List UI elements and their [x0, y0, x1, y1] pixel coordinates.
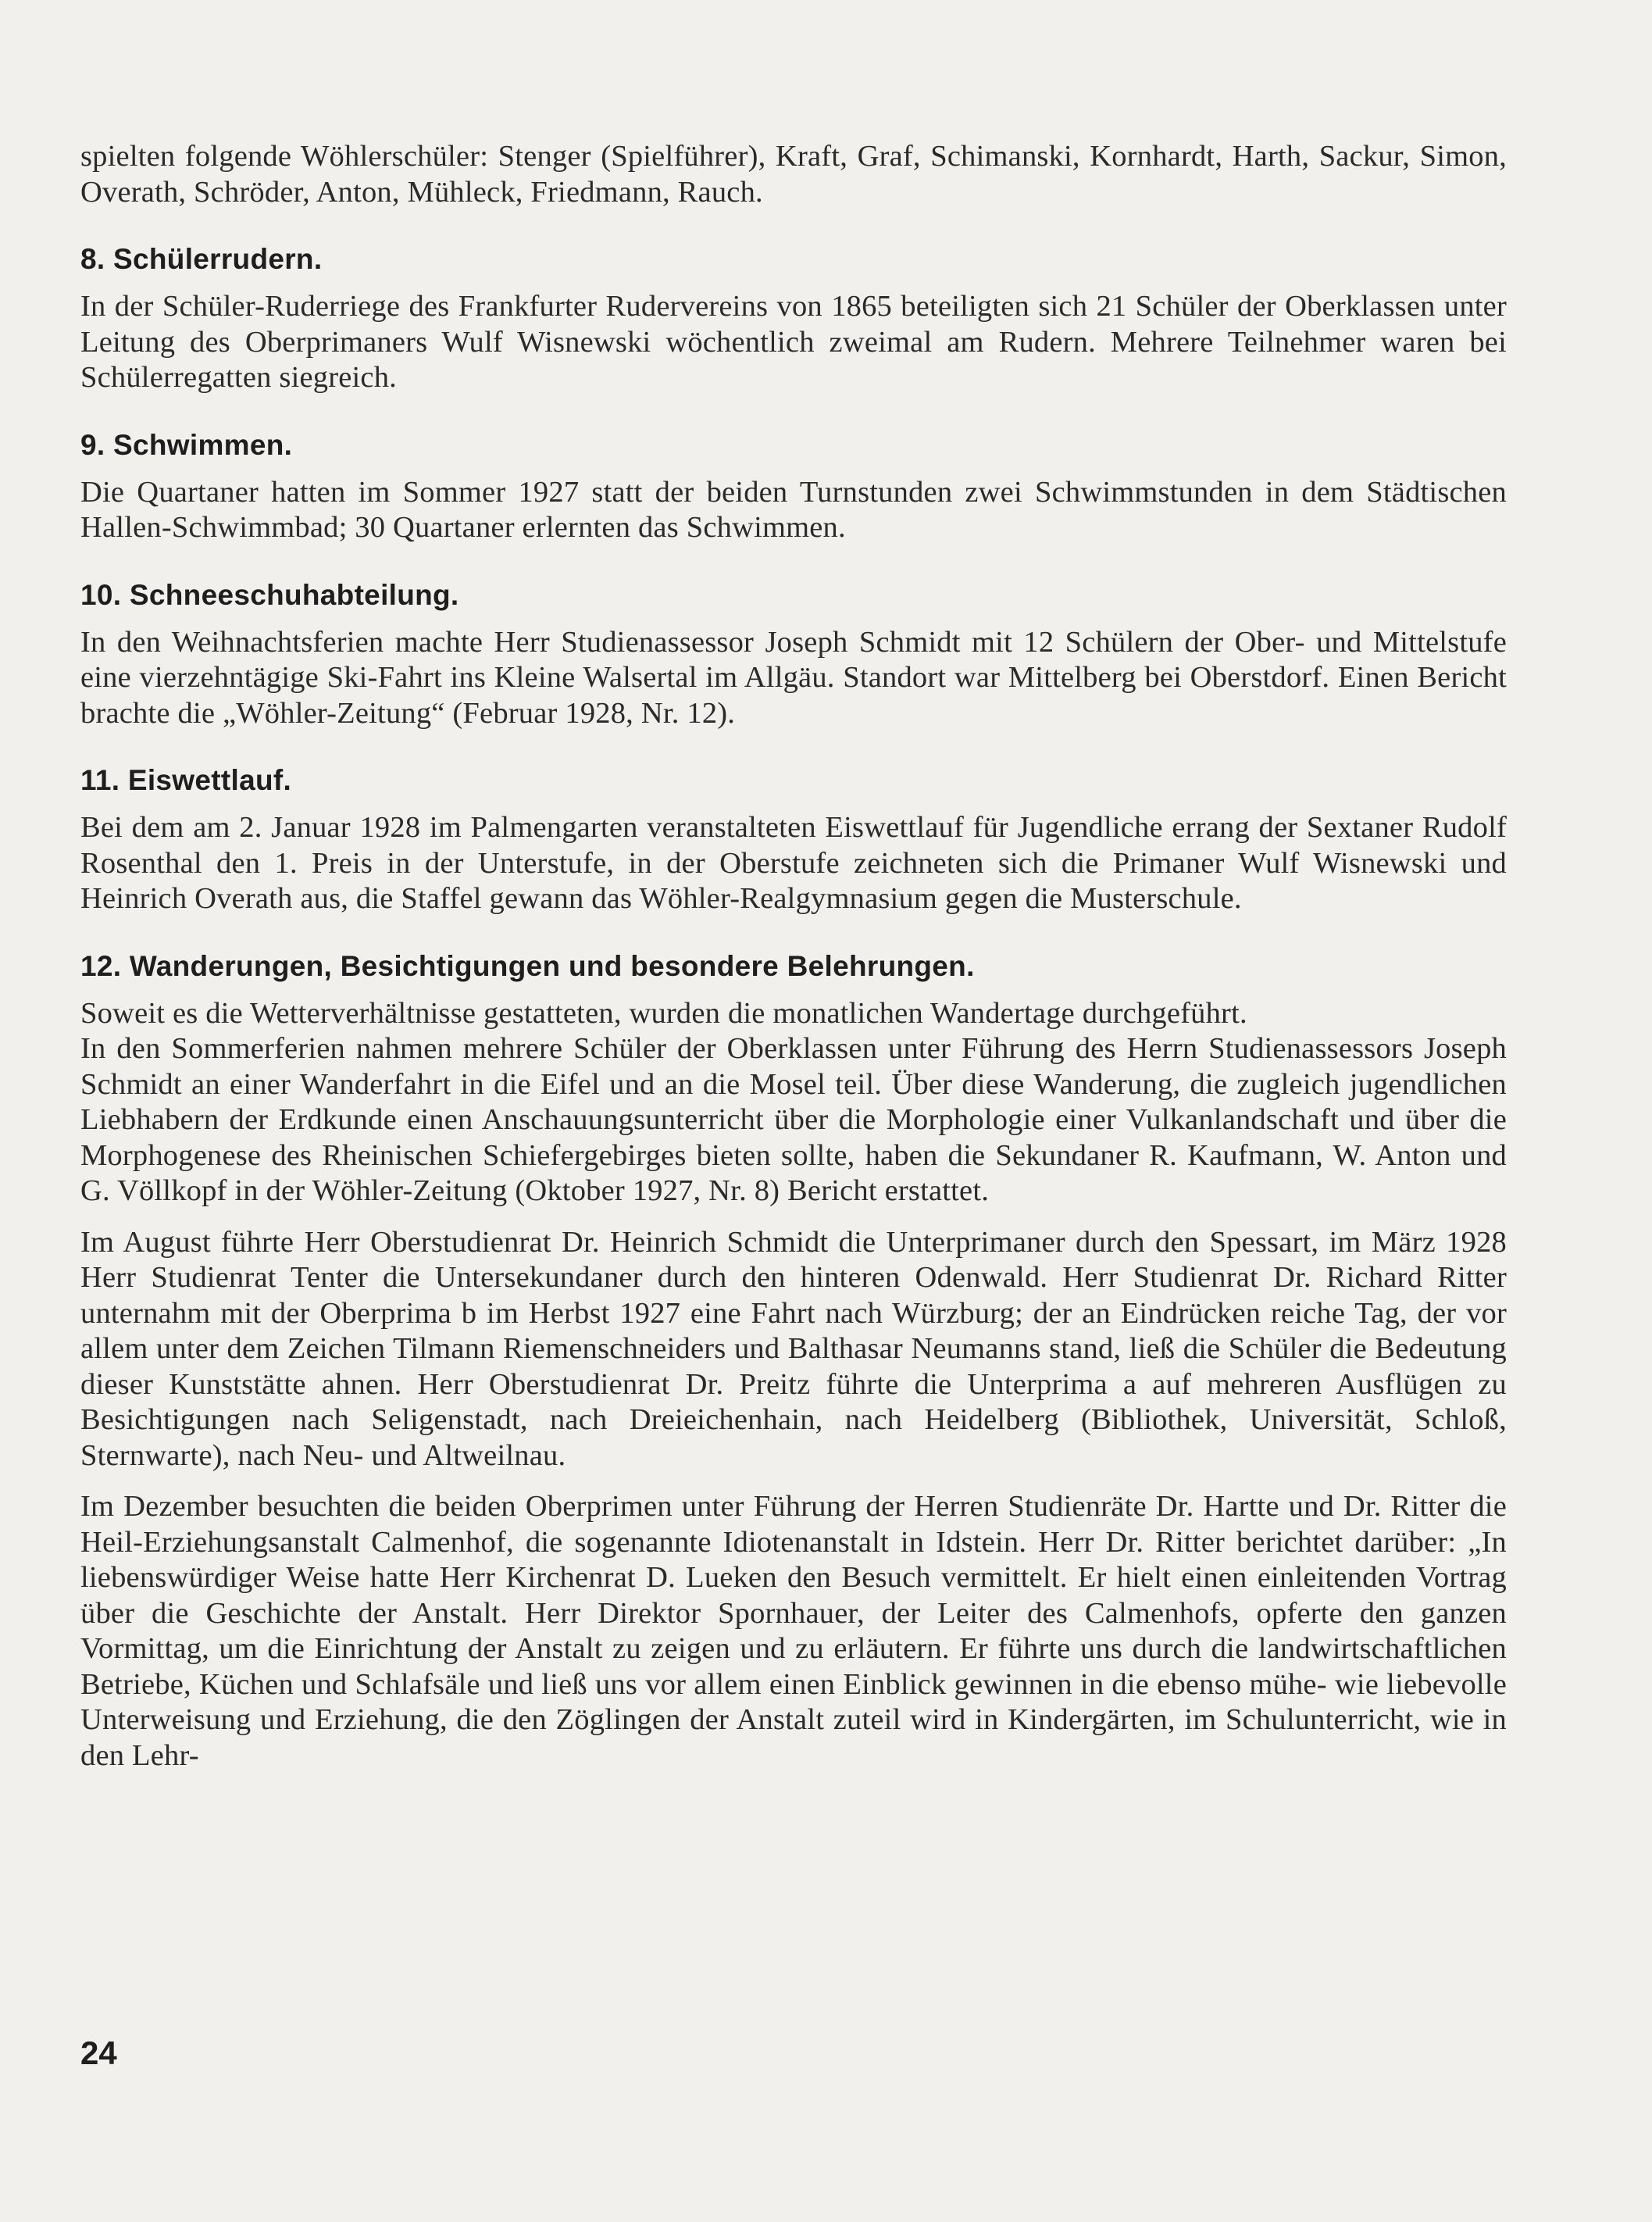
paragraph-eiswettlauf: Bei dem am 2. Januar 1928 im Palmengarten veranstalteten Eiswettlauf für Jugendliche errang der Sextaner Rudolf Rosenthal den 1. Preis in der Unterstufe, in der Oberstufe zeichneten sich die Primaner Wulf Wisnewski und Heinrich Overath aus, die Staffel gewann das Wöhler-Realgymnasium gegen die Musterschule.: [80, 811, 1507, 915]
paragraph-calmenhof: Im Dezember besuchten die beiden Oberprimen unter Führung der Herren Studienräte Dr. Hartte und Dr. Ritter die Heil-Erziehungsanstalt Calmenhof, die sogenannte Idiotenanstalt in Idstein. Herr Dr. Ritter berichtet darüber: „In liebenswürdiger Weise hatte Herr Kirchenrat D. Lueken den Besuch vermittelt. Er hielt einen einleitenden Vortrag über die Geschichte der Anstalt. Herr Direktor Spornhauer, der Leiter des Calmenhofs, opferte den ganzen Vormittag, um die Einrichtung der Anstalt zu zeigen und zu erläutern. Er führte uns durch die landwirtschaftlichen Betriebe, Küchen und Schlafsäle und ließ uns vor allem einen Einblick gewinnen in die ebenso mühe- wie liebevolle Unterweisung und Erziehung, die den Zöglingen der Anstalt zuteil wird in Kindergärten, im Schulunterricht, wie in den Lehr-: [80, 1490, 1507, 1772]
heading-schneeschuhabteilung: 10. Schneeschuhabteilung.: [80, 578, 459, 611]
text-column: [80, 139, 1507, 1774]
heading-wanderungen: 12. Wanderungen, Besichtigungen und besondere Belehrungen.: [80, 949, 975, 982]
page-number: 24: [80, 2034, 117, 2071]
intro-paragraph: spielten folgende Wöhlerschüler: Stenger (Spielführer), Kraft, Graf, Schimanski, Kornhardt, Harth, Sackur, Simon, Overath, Schröder, Anton, Mühleck, Friedmann, Rauch.: [80, 140, 1507, 209]
paragraph-schwimmen: Die Quartaner hatten im Sommer 1927 statt der beiden Turnstunden zwei Schwimmstunden in dem Städtischen Hallen-Schwimmbad; 30 Quartaner erlernten das Schwimmen.: [80, 475, 1507, 544]
heading-schuelerrudern: 8. Schülerrudern.: [80, 243, 323, 275]
paragraph-schneeschuhabteilung: In den Weihnachtsferien machte Herr Studienassessor Joseph Schmidt mit 12 Schülern der Ober- und Mittelstufe eine vierzehntägige Ski-Fahrt ins Kleine Walsertal im Allgäu. Standort war Mittelberg bei Oberstdorf. Einen Bericht brachte die „Wöhler-Zeitung“ (Februar 1928, Nr. 12).: [80, 625, 1507, 730]
paragraph-fahrten: Im August führte Herr Oberstudienrat Dr. Heinrich Schmidt die Unterprimaner durch den Spessart, im März 1928 Herr Studienrat Tenter die Untersekundaner durch den hinteren Odenwald. Herr Studienrat Dr. Richard Ritter unternahm mit der Oberprima b im Herbst 1927 eine Fahrt nach Würzburg; der an Eindrücken reiche Tag, der vor allem unter dem Zeichen Tilmann Riemenschneiders und Balthasar Neumanns stand, ließ die Schüler die Bedeutung dieser Kunststätte ahnen. Herr Oberstudienrat Dr. Preitz führte die Unterprima a auf mehreren Ausflügen zu Besichtigungen nach Seligenstadt, nach Dreieichenhain, nach Heidelberg (Bibliothek, Universität, Schloß, Sternwarte), nach Neu- und Altweilnau.: [80, 1225, 1507, 1472]
paragraph-schuelerrudern: In der Schüler-Ruderriege des Frankfurter Rudervereins von 1865 beteiligten sich 21 Schüler der Oberklassen unter Leitung des Oberprimaners Wulf Wisnewski wöchentlich zweimal am Rudern. Mehrere Teilnehmer waren bei Schülerregatten siegreich.: [80, 290, 1507, 394]
paragraph-wandertage: Soweit es die Wetterverhältnisse gestatteten, wurden die monatlichen Wandertage durchgeführt.: [80, 996, 1247, 1030]
paragraph-eifel-mosel: In den Sommerferien nahmen mehrere Schüler der Oberklassen unter Führung des Herrn Studienassessors Joseph Schmidt an einer Wanderfahrt in die Eifel und an die Mosel teil. Über diese Wanderung, die zugleich jugendlichen Liebhabern der Erdkunde einen Anschauungsunterricht über die Morphologie einer Vulkanlandschaft und über die Morphogenese des Rheinischen Schiefergebirges bieten sollte, haben die Sekundaner R. Kaufmann, W. Anton und G. Völlkopf in der Wöhler-Zeitung (Oktober 1927, Nr. 8) Bericht erstattet.: [80, 1032, 1507, 1207]
heading-schwimmen: 9. Schwimmen.: [80, 428, 293, 461]
heading-eiswettlauf: 11. Eiswettlauf.: [80, 764, 292, 796]
